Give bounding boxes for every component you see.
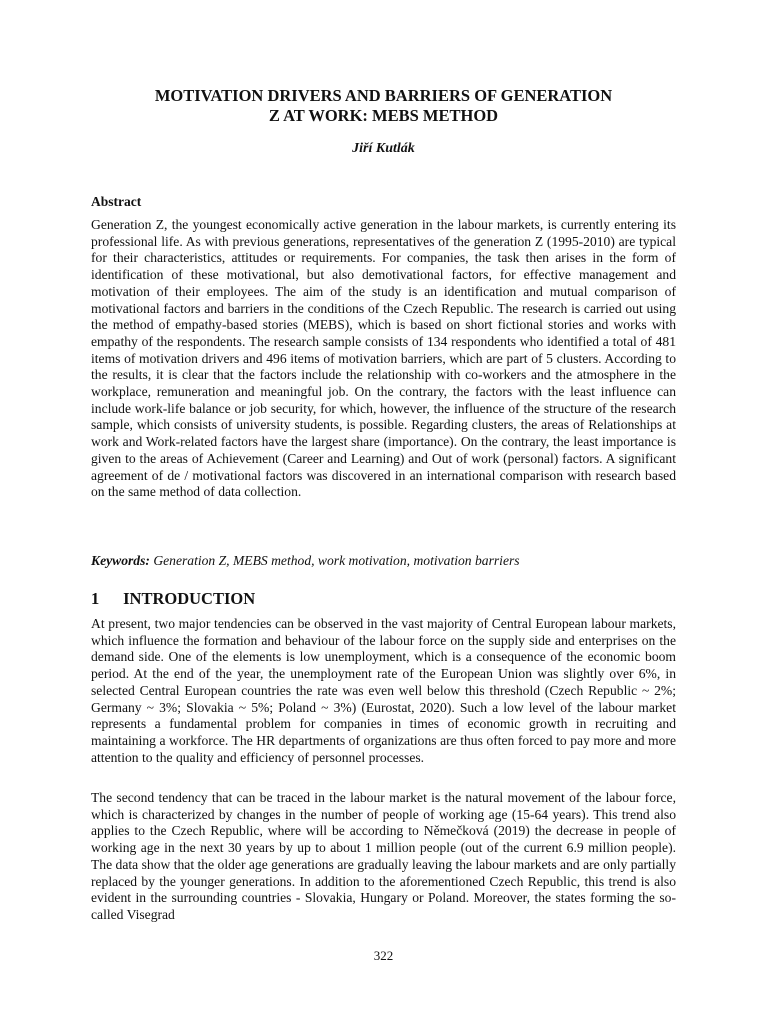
paper-title <box>91 86 676 126</box>
author-name: Jiří Kutlák <box>352 141 415 156</box>
section-heading-introduction <box>91 589 255 609</box>
abstract-heading: Abstract <box>91 194 142 209</box>
paper-title-line-1: MOTIVATION DRIVERS AND BARRIERS OF GENERATION <box>154 86 613 105</box>
keywords-label: Keywords: <box>91 553 150 568</box>
body-paragraph: At present, two major tendencies can be observed in the vast majority of Central European labour markets, which influence the formation and behaviour of the labour force on the supply side and enterprises on the demand side. One of the elements is low unemployment, which is a consequence of the economic boom period. At the end of the year, the unemployment rate of the European Union was slightly over 6%, in selected Central European countries the rate was even well below this threshold (Czech Republic ~ 2%; Germany ~ 3%; Slovakia ~ 5%; Poland ~ 3%) (Eurostat, 2020). Such a low level of the labour market represents a fundamental problem for companies in times of economic growth in recruiting and maintaining a workforce. The HR departments of organizations are thus often forced to pay more and more attention to the quality and efficiency of personnel processes. <box>91 616 676 765</box>
keywords-text: Generation Z, MEBS method, work motivation, motivation barriers <box>153 553 520 568</box>
paper-title-line-2: Z AT WORK: MEBS METHOD <box>268 106 499 125</box>
section-title: INTRODUCTION <box>123 589 256 608</box>
body-paragraph: The second tendency that can be traced in the labour market is the natural movement of the labour force, which is characterized by changes in the number of people of working age (15-64 years). This trend also applies to the Czech Republic, where will be according to Němečková (2019) the decrease in people of working age in the next 30 years by up to about 1 million people (out of the current 6.9 million people). The data show that the older age generations are gradually leaving the labour markets and are only partially replaced by the younger generations. In addition to the aforementioned Czech Republic, this trend is also evident in the surrounding countries - Slovakia, Hungary or Poland. Moreover, the states forming the so-called Visegrad <box>91 790 676 922</box>
page-number: 322 <box>373 948 394 963</box>
keywords-line <box>91 552 676 569</box>
abstract-text: Generation Z, the youngest economically active generation in the labour markets, is currently entering its professional life. As with previous generations, representatives of the generation Z (1995-2010) are typical for their characteristics, attitudes or requirements. For companies, the task then arises in the form of identification of these motivational, but also demotivational factors, for effective management and motivation of their employees. The aim of the study is an identification and mutual comparison of motivational factors and barriers in the conditions of the Czech Republic. The research is carried out using the method of empathy-based stories (MEBS), which is based on short fictional stories and works with empathy of the respondents. The research sample consists of 134 respondents who identified a total of 481 items of motivation drivers and 496 items of motivation barriers, which are part of 5 clusters. According to the results, it is clear that the factors include the relationship with co-workers and the atmosphere in the workplace, remuneration and meaningful job. On the contrary, the factors with the least influence can include work-life balance or job security, for which, however, the influence of the structure of the research sample, which consists of university students, is possible. Regarding clusters, the areas of Relationships at work and Work-related factors have the largest share (importance). On the contrary, the least importance is given to the areas of Achievement (Career and Learning) and Out of work (personal) factors. A significant agreement of de / motivational factors was discovered in an international comparison with research based on the same method of data collection. <box>91 217 676 500</box>
section-number: 1 <box>91 589 100 608</box>
